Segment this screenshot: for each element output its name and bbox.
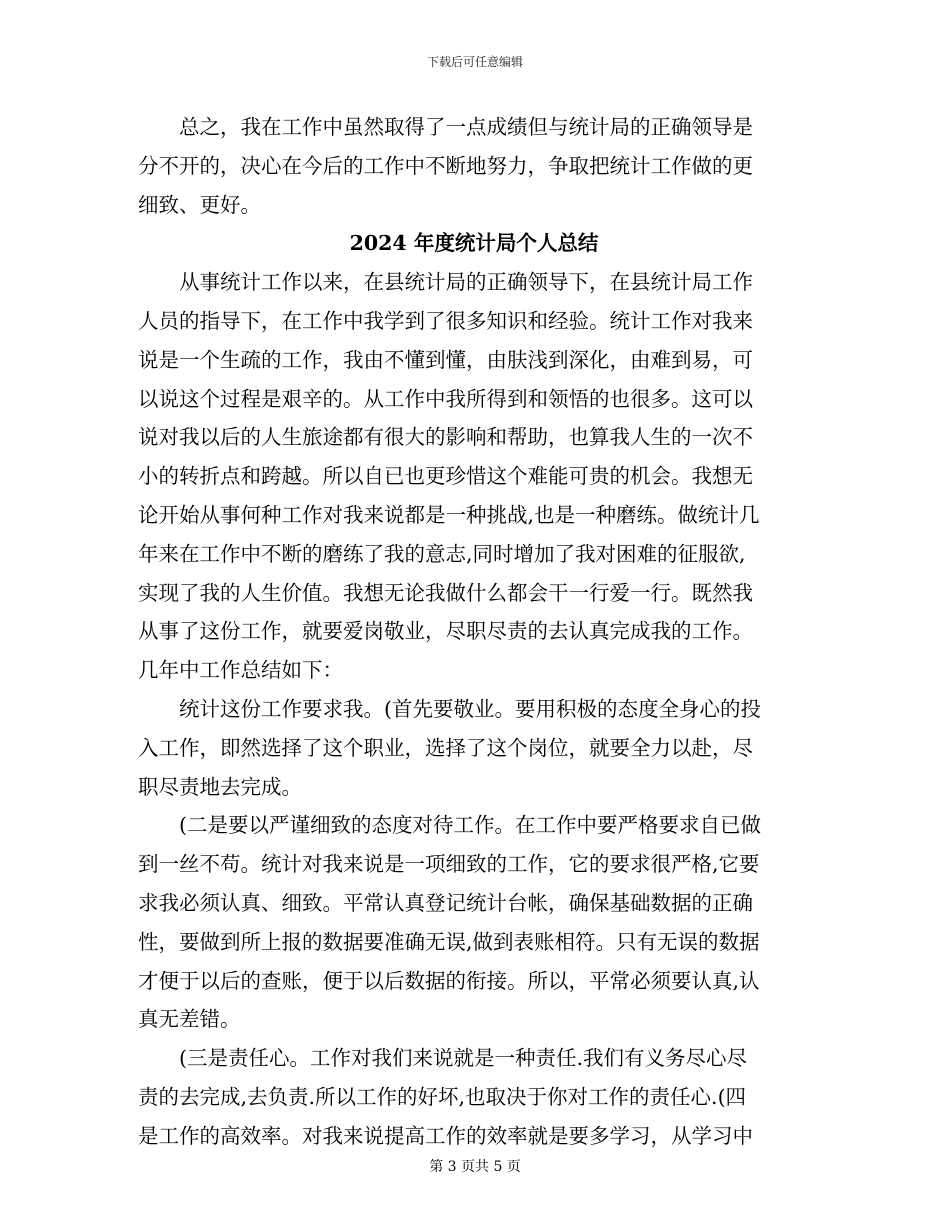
paragraph (138, 1039, 810, 1155)
text-line: 几年中工作总结如下： (138, 658, 343, 683)
page-footer: 第 3 页共 5 页 (429, 1159, 521, 1175)
text-line: 真无差错。 (138, 1007, 241, 1032)
text-line: 人员的指导下，在工作中我学到了很多知识和经验。统计工作对我来 (138, 308, 753, 333)
text-line: 从事统计工作以来，在县统计局的正确领导下，在县统计局工作 (138, 270, 753, 295)
text-line: 细致、更好。 (138, 192, 261, 217)
text-line: 年来在工作中不断的磨练了我的意志,同时增加了我对困难的征服欲, (138, 541, 746, 566)
text-line: 是工作的高效率。对我来说提高工作的效率就是要多学习，从学习中 (138, 1123, 753, 1148)
page-header: 下载后可任意编辑 (426, 55, 523, 69)
summary-section (138, 263, 810, 1155)
text-line: 求我必须认真、细致。平常认真登记统计台帐，确保基础数据的正确 (138, 890, 753, 915)
paragraph (138, 690, 810, 806)
text-line: 职尽责地去完成。 (138, 774, 302, 799)
paragraph (138, 108, 810, 224)
paragraph (138, 263, 810, 690)
text-line: 分不开的，决心在今后的工作中不断地努力，争取把统计工作做的更 (138, 153, 753, 178)
text-line: 论开始从事何种工作对我来说都是一种挑战,也是一种磨练。做统计几 (138, 502, 760, 527)
text-line: 从事了这份工作，就要爱岗敬业，尽职尽责的去认真完成我的工作。 (138, 619, 753, 644)
text-line: 才便于以后的查账，便于以后数据的衔接。所以，平常必须要认真,认 (138, 968, 760, 993)
text-line: 说是一个生疏的工作，我由不懂到懂，由肤浅到深化，由难到易，可 (138, 347, 753, 372)
text-line: 统计这份工作要求我。(首先要敬业。要用积极的态度全身心的投 (138, 696, 761, 721)
text-line: 责的去完成,去负责.所以工作的好坏,也取决于你对工作的责任心.(四 (138, 1084, 747, 1109)
paragraph (138, 806, 810, 1039)
closing-section (138, 108, 810, 224)
text-line: 小的转折点和跨越。所以自已也更珍惜这个难能可贵的机会。我想无 (138, 464, 753, 489)
document-body (138, 108, 810, 1156)
text-line: 说对我以后的人生旅途都有很大的影响和帮助，也算我人生的一次不 (138, 425, 753, 450)
text-line: 到一丝不苟。统计对我来说是一项细致的工作，它的要求很严格,它要 (138, 852, 760, 877)
text-line: 性，要做到所上报的数据要准确无误,做到表账相符。只有无误的数据 (138, 929, 760, 954)
text-line: 总之，我在工作中虽然取得了一点成绩但与统计局的正确领导是 (138, 115, 753, 139)
section-title: 2024 年度统计局个人总结 (349, 231, 599, 256)
text-line: 实现了我的人生价值。我想无论我做什么都会干一行爱一行。既然我 (138, 580, 753, 605)
text-line: (三是责任心。工作对我们来说就是一种责任.我们有义务尽心尽 (138, 1046, 748, 1071)
text-line: (二是要以严谨细致的态度对待工作。在工作中要严格要求自已做 (138, 813, 761, 838)
text-line: 入工作，即然选择了这个职业，选择了这个岗位，就要全力以赴，尽 (138, 735, 753, 760)
text-line: 以说这个过程是艰辛的。从工作中我所得到和领悟的也很多。这可以 (138, 386, 753, 411)
